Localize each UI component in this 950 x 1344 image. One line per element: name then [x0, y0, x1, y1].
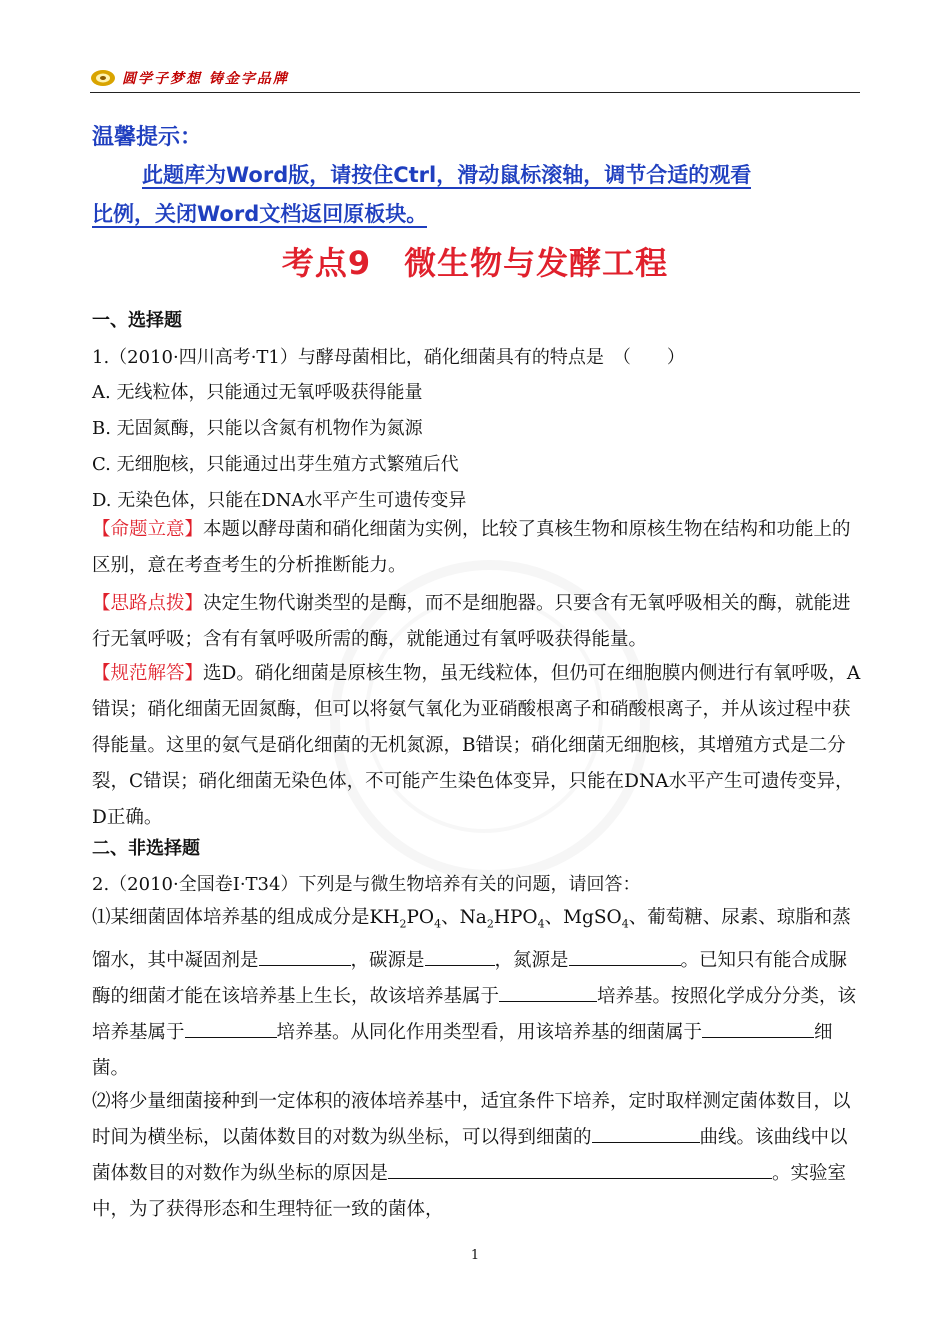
header-slogan: 圆学子梦想 铸金字品牌	[122, 71, 289, 87]
intent-tag: 【命题立意】	[92, 519, 204, 540]
answer-blank-log-reason-1[interactable]	[388, 1160, 500, 1179]
q1-option-a: A. 无线粒体，只能通过无氧呼吸获得能量	[92, 382, 423, 403]
q1-option-c: C. 无细胞核，只能通过出芽生殖方式繁殖后代	[92, 454, 459, 475]
tip-body	[92, 156, 862, 234]
page-header	[90, 66, 860, 94]
answer-blank-log-reason-2[interactable]	[500, 1160, 772, 1179]
q1-hint	[92, 586, 862, 658]
answer-blank-coagulant[interactable]	[259, 947, 351, 966]
answer-blank-assimilation-type[interactable]	[702, 1019, 814, 1038]
section-heading-choice: 一、选择题	[92, 310, 182, 331]
q2-part1: ⑴某细菌固体培养基的组成成分是$KH_2PO_4$、$Na_2HPO_4$、MgSO$_4$、葡萄糖、尿素、琼脂和蒸馏水，其中凝固剂是 ，碳源是 ，氮源是 。已知只有能合成脲酶的细菌才能在该培养基上生长，故该培养基属于 培养基。按照化学成分分类，该培养基属于 培养基。从同化作用类型看，用该培养基的细菌属于 细菌。	[92, 907, 857, 1079]
answer-text: 选D。硝化细菌是原核生物，虽无线粒体，但仍可在细胞膜内侧进行有氧呼吸，A错误；硝化细菌无固氮酶，但可以将氨气氧化为亚硝酸根离子和硝酸根离子，并从该过程中获得能量。这里的氨气是硝化细菌的无机氮源，B错误；硝化细菌无细胞核，其增殖方式是二分裂，C错误；硝化细菌无染色体，不可能产生染色体变异，只能在DNA水平产生可遗传变异，D正确。	[92, 663, 861, 828]
q2-part2: ⑵将少量细菌接种到一定体积的液体培养基中，适宜条件下培养，定时取样测定菌体数目，以时间为横坐标，以菌体数目的对数为纵坐标，可以得到细菌的 曲线。该曲线中以菌体数目的对数作为纵坐标的原因是 。实验室中，为了获得形态和生理特征一致的菌体，	[92, 1091, 851, 1220]
tip-line-2[interactable]: 比例，关闭Word文档返回原板块。	[92, 202, 428, 226]
page-title: 考点9 微生物与发酵工程	[281, 244, 669, 282]
section-heading-nonchoice: 二、非选择题	[92, 838, 200, 859]
tip-title: 温馨提示：	[92, 125, 203, 150]
hint-text: 决定生物代谢类型的是酶，而不是细胞器。只要含有无氧呼吸相关的酶，就能进行无氧呼吸；含有有氧呼吸所需的酶，就能通过有氧呼吸获得能量。	[92, 593, 851, 650]
answer-blank-carbon-source[interactable]	[425, 947, 495, 966]
page-number: 1	[470, 1248, 480, 1263]
hint-tag: 【思路点拨】	[92, 593, 204, 614]
q1-option-b: B. 无固氮酶，只能以含氮有机物作为氮源	[92, 418, 423, 439]
answer-blank-medium-composition[interactable]	[185, 1019, 277, 1038]
q1-option-d: D. 无染色体，只能在DNA水平产生可遗传变异	[92, 490, 467, 511]
answer-blank-growth-curve[interactable]	[592, 1124, 700, 1143]
q1-answer	[92, 656, 862, 836]
intent-text: 本题以酵母菌和硝化细菌为实例，比较了真核生物和原核生物在结构和功能上的区别，意在考查考生的分析推断能力。	[92, 519, 851, 576]
logo-emblem-icon	[90, 68, 116, 88]
q1-intent	[92, 512, 862, 584]
answer-blank-medium-function[interactable]	[499, 983, 597, 1002]
answer-blank-nitrogen-source[interactable]	[569, 947, 681, 966]
answer-tag: 【规范解答】	[92, 663, 204, 684]
q1-stem: 1.（2010·四川高考·T1）与酵母菌相比，硝化细菌具有的特点是 （ ）	[92, 347, 685, 368]
tip-line-1[interactable]: 此题库为Word版，请按住Ctrl，滑动鼠标滚轴，调节合适的观看	[142, 163, 752, 187]
q2-stem: 2.（2010·全国卷Ⅰ·T34）下列是与微生物培养有关的问题，请回答：	[92, 874, 641, 895]
header-rule	[90, 92, 860, 93]
